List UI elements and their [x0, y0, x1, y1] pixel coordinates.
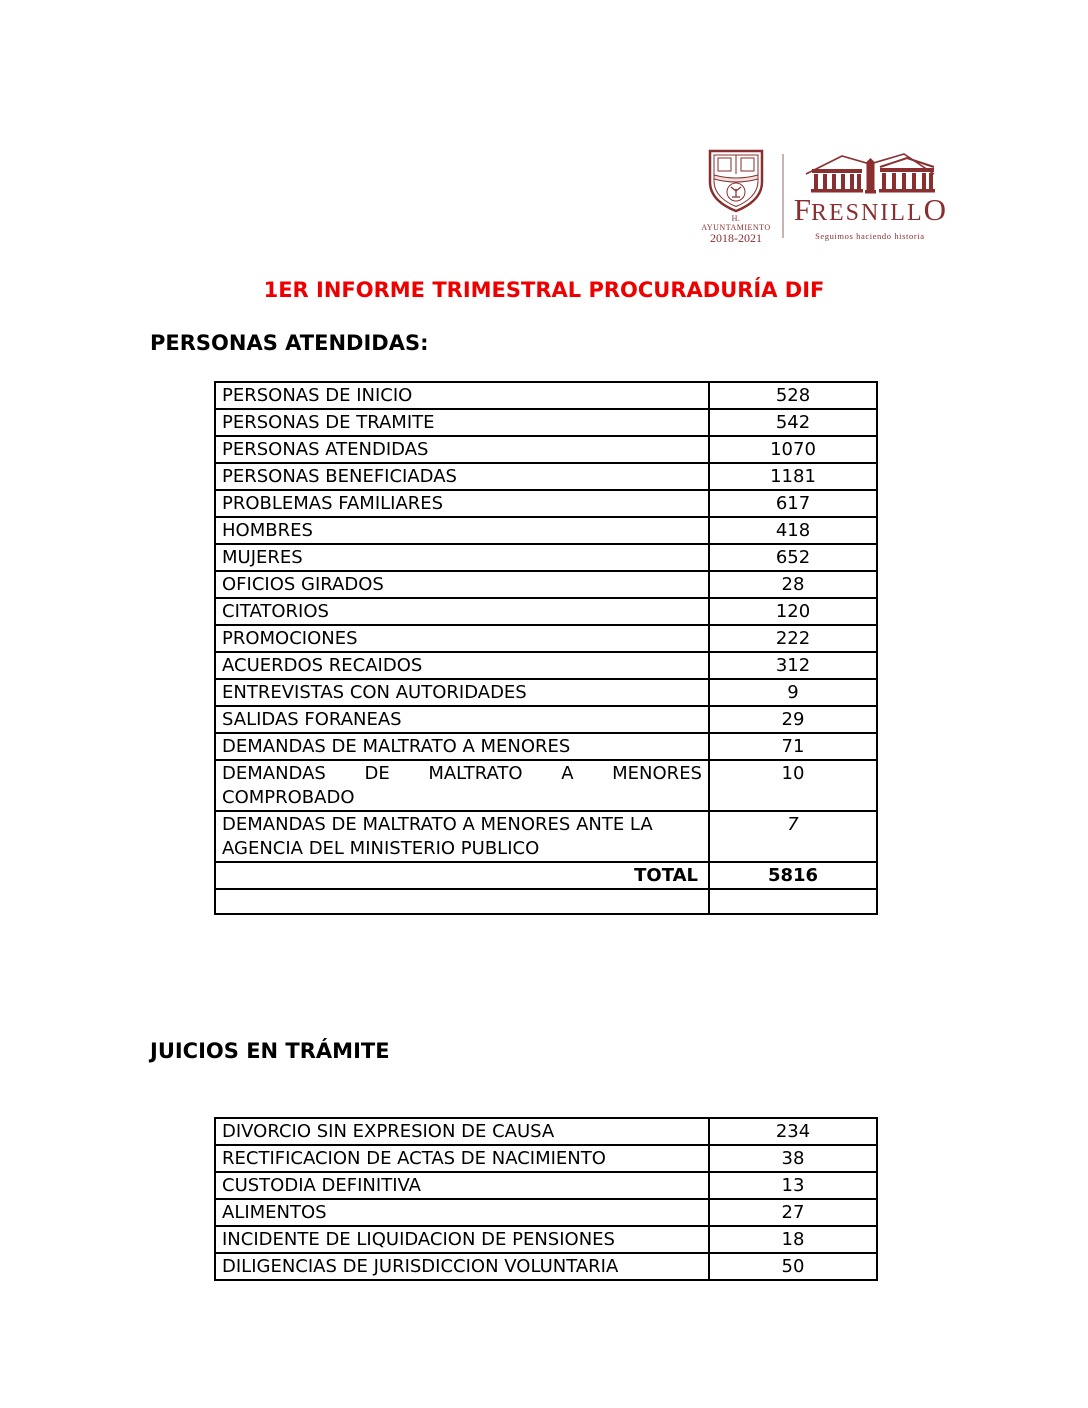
- table-row: [215, 1145, 877, 1172]
- table-row: [215, 1118, 877, 1145]
- brand-name: [793, 192, 946, 230]
- row-label: DIVORCIO SIN EXPRESION DE CAUSA: [215, 1118, 709, 1145]
- row-label: PERSONAS ATENDIDAS: [215, 436, 709, 463]
- row-value: 418: [709, 517, 877, 544]
- row-label: ALIMENTOS: [215, 1199, 709, 1226]
- row-label: PERSONAS DE INICIO: [215, 382, 709, 409]
- row-value: 50: [709, 1253, 877, 1280]
- row-label: CITATORIOS: [215, 598, 709, 625]
- table-row: [215, 409, 877, 436]
- row-value: [709, 889, 877, 914]
- table-row: [215, 382, 877, 409]
- row-value: 27: [709, 1199, 877, 1226]
- section-heading-personas: PERSONAS ATENDIDAS:: [150, 331, 429, 355]
- fresnillo-building-icon: [794, 152, 946, 196]
- table-total-row: [215, 862, 877, 889]
- table-row: [215, 625, 877, 652]
- row-value: 528: [709, 382, 877, 409]
- table-row: [215, 544, 877, 571]
- table-row: [215, 706, 877, 733]
- row-value: 29: [709, 706, 877, 733]
- brand-letter: F: [793, 192, 811, 227]
- row-label: INCIDENTE DE LIQUIDACION DE PENSIONES: [215, 1226, 709, 1253]
- row-label: PROBLEMAS FAMILIARES: [215, 490, 709, 517]
- juicios-table: [214, 1117, 876, 1281]
- table-row: [215, 679, 877, 706]
- total-label: TOTAL: [215, 862, 709, 889]
- ayuntamiento-crest: [698, 148, 774, 244]
- personas-table: [214, 381, 876, 915]
- table-row: [215, 436, 877, 463]
- brand-letters: RESNILL: [810, 200, 924, 226]
- table-row: [215, 490, 877, 517]
- row-label: DEMANDAS DE MALTRATO A MENORES ANTE LA AGENCIA DEL MINISTERIO PUBLICO: [215, 811, 709, 862]
- table-row: [215, 1226, 877, 1253]
- row-value: 9: [709, 679, 877, 706]
- row-label: PROMOCIONES: [215, 625, 709, 652]
- table-row: [215, 733, 877, 760]
- table-row: [215, 811, 877, 862]
- row-label: [215, 889, 709, 914]
- row-value: 71: [709, 733, 877, 760]
- crest-caption: H. AYUNTAMIENTO: [701, 214, 771, 232]
- table-row: [215, 463, 877, 490]
- row-value: 617: [709, 490, 877, 517]
- row-label: PERSONAS BENEFICIADAS: [215, 463, 709, 490]
- table-row-empty: [215, 889, 877, 914]
- total-value: 5816: [709, 862, 877, 889]
- row-value: 10: [709, 760, 877, 811]
- table-row: [215, 598, 877, 625]
- header-logo-block: [698, 148, 946, 244]
- row-value: 1181: [709, 463, 877, 490]
- row-value: 312: [709, 652, 877, 679]
- row-value: 38: [709, 1145, 877, 1172]
- table-row: [215, 1253, 877, 1280]
- row-value: 18: [709, 1226, 877, 1253]
- crest-years: 2018-2021: [710, 231, 763, 245]
- row-label: OFICIOS GIRADOS: [215, 571, 709, 598]
- row-label: HOMBRES: [215, 517, 709, 544]
- row-value: 13: [709, 1172, 877, 1199]
- row-value: 120: [709, 598, 877, 625]
- row-label: SALIDAS FORANEAS: [215, 706, 709, 733]
- row-label: DEMANDAS DE MALTRATO A MENORES COMPROBADO: [215, 760, 709, 811]
- row-label: ACUERDOS RECAIDOS: [215, 652, 709, 679]
- table-row: [215, 760, 877, 811]
- row-value: 652: [709, 544, 877, 571]
- table-row: [215, 571, 877, 598]
- ayuntamiento-crest-icon: [698, 148, 774, 214]
- row-value: 542: [709, 409, 877, 436]
- brand-tagline: Seguimos haciendo historia: [815, 231, 925, 241]
- row-label: DEMANDAS DE MALTRATO A MENORES: [215, 733, 709, 760]
- row-value: 222: [709, 625, 877, 652]
- row-label: ENTREVISTAS CON AUTORIDADES: [215, 679, 709, 706]
- row-value: 234: [709, 1118, 877, 1145]
- section-heading-juicios: JUICIOS EN TRÁMITE: [150, 1039, 390, 1063]
- fresnillo-logo: [794, 148, 946, 244]
- row-label: PERSONAS DE TRAMITE: [215, 409, 709, 436]
- row-value: 7: [709, 811, 877, 862]
- row-value: 1070: [709, 436, 877, 463]
- table-row: [215, 1199, 877, 1226]
- brand-letter: O: [923, 192, 946, 227]
- table-row: [215, 652, 877, 679]
- logo-divider: [782, 154, 784, 238]
- row-value: 28: [709, 571, 877, 598]
- row-label: CUSTODIA DEFINITIVA: [215, 1172, 709, 1199]
- row-label: RECTIFICACION DE ACTAS DE NACIMIENTO: [215, 1145, 709, 1172]
- table-row: [215, 517, 877, 544]
- row-label: MUJERES: [215, 544, 709, 571]
- document-title: 1ER INFORME TRIMESTRAL PROCURADURÍA DIF: [263, 278, 825, 302]
- table-row: [215, 1172, 877, 1199]
- row-label: DILIGENCIAS DE JURISDICCION VOLUNTARIA: [215, 1253, 709, 1280]
